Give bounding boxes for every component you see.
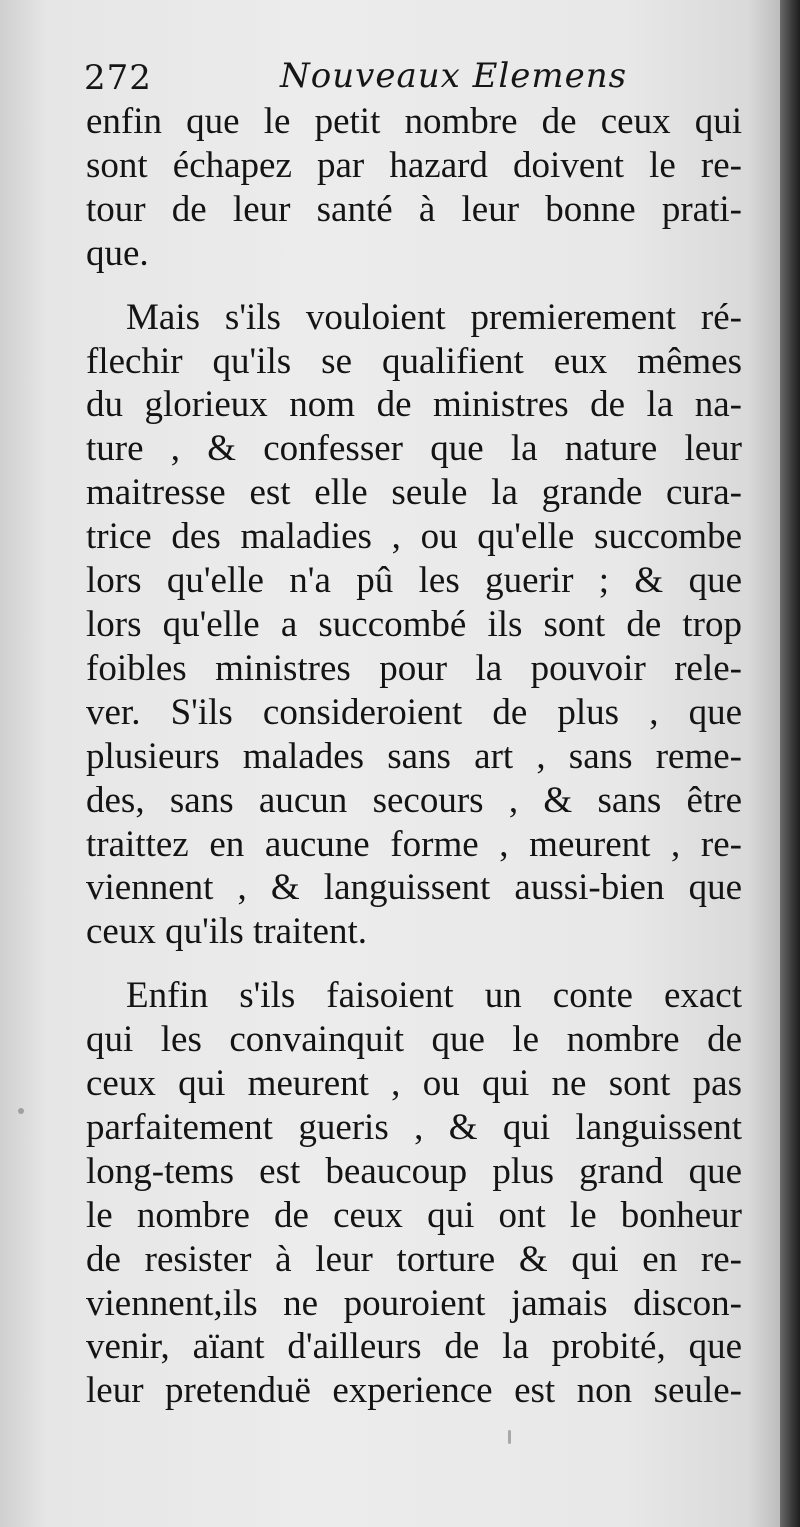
paragraph-1 [86,100,742,276]
paragraph-3 [86,974,742,1413]
text-line: le nombre de ceux qui ont le bonheur [86,1194,742,1236]
text-line: foibles ministres pour la pouvoir rele- [86,647,742,689]
text-line: ver. S'ils consideroient de plus , que [86,691,742,733]
text-line: Mais s'ils vouloient premierement ré- [126,296,742,338]
text-line: des, sans aucun secours , & sans être [86,779,742,821]
text-line: flechir qu'ils se qualifient eux mêmes [86,340,742,382]
paragraph-2 [86,296,742,955]
text-line: Enfin s'ils faisoient un conte exact [126,975,742,1017]
text-line: que. [86,232,149,274]
running-head: Nouveaux Elemens [280,56,628,96]
text-line: trice des maladies , ou qu'elle succombe [86,516,742,558]
text-line: venir, aïant d'ailleurs de la probité, que [86,1326,742,1368]
page-header [84,54,744,98]
ink-speck [18,1108,24,1114]
text-line: viennent,ils ne pouroient jamais discon- [86,1282,742,1324]
text-line: enfin que le petit nombre de ceux qui [86,101,742,142]
body-text [86,100,742,1413]
text-line: lors qu'elle n'a pû les guerir ; & que [86,560,742,602]
text-line: du glorieux nom de ministres de la na- [86,384,742,426]
text-line: ture , & confesser que la nature leur [86,428,742,470]
text-line: viennent , & languissent aussi-bien que [86,867,742,909]
paragraph-gap [86,276,742,296]
text-line: sont échapez par hazard doivent le re- [86,144,742,186]
text-line: traittez en aucune forme , meurent , re- [86,823,742,865]
text-line: leur pretenduë experience est non seule- [86,1370,742,1412]
text-line: parfaitement gueris , & qui languissent [86,1106,742,1148]
text-line: maitresse est elle seule la grande cura- [86,472,742,514]
text-line: de resister à leur torture & qui en re- [86,1238,742,1280]
page-number: 272 [84,58,152,98]
text-line: tour de leur santé à leur bonne prati- [86,188,742,230]
book-spine-edge [780,0,800,1527]
text-line: ceux qui meurent , ou qui ne sont pas [86,1063,742,1105]
paragraph-gap [86,954,742,974]
ink-speck [508,1430,511,1444]
text-line: plusieurs malades sans art , sans reme- [86,735,742,777]
text-line: qui les convainquit que le nombre de [86,1019,742,1061]
text-line: long-tems est beaucoup plus grand que [86,1150,742,1192]
text-line: lors qu'elle a succombé ils sont de trop [86,603,742,645]
text-line: ceux qu'ils traitent. [86,911,368,953]
